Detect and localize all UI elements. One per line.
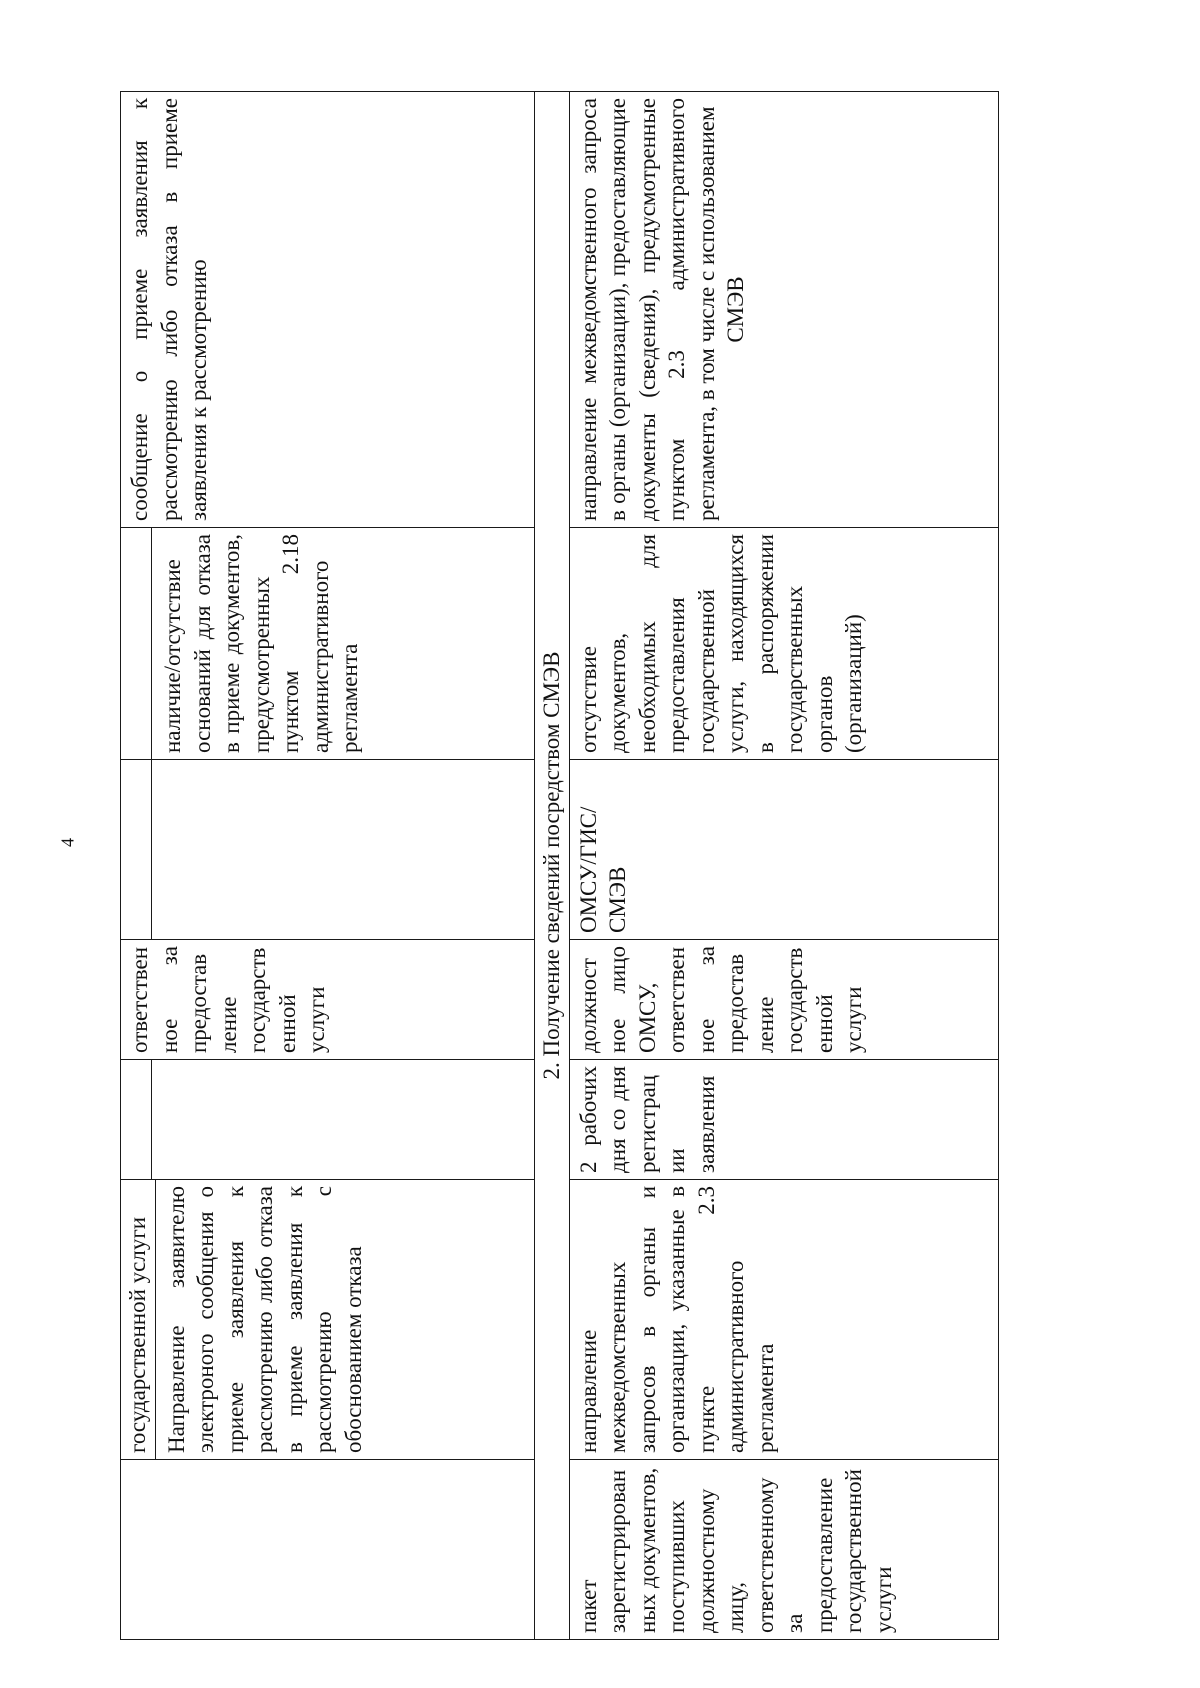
row2-col2-text: направление межведомственных запросов в органы и организации, указанные в пункте 2.3 административного регламента [575,1186,778,1453]
row1-col5-divider [121,760,152,939]
row1-col3 [121,1060,535,1180]
table-row [569,92,998,1640]
row1-col6-text: наличие/отсутствие оснований для отказа в приеме документов, предусмотренных пунктом 2.18 административного регламента [160,534,362,753]
row1-col6 [121,528,535,760]
row2-col1 [569,1460,998,1640]
row1-col7 [121,92,535,528]
row2-col6 [569,528,998,760]
row1-col2-header: государственной услуги [121,1180,156,1459]
row2-col7-text: направление межведомственного запроса в органы (организации), предоставляющие документы (сведения), предусмотренные пунктом 2.3 административного регламента, в том числе с использованием [575,98,719,521]
page-number: 4 [57,838,78,847]
row2-col5-text: ОМСУ/ГИС/ СМЭВ [575,806,630,933]
rotated-table-container [120,92,993,1640]
row2-col1-text: пакет зарегистрированных документов, поступивших должностному лицу, ответственному за предоставление государственной услуги [575,1467,896,1633]
row1-col4 [121,940,535,1060]
row2-col7 [569,92,998,528]
row1-col6-divider [121,528,152,759]
row2-col3-text: 2 рабочих дня со дня регистрации заявления [575,1066,719,1173]
row1-col2-text: Направление заявителю электроного сообщения о приеме заявления к рассмотрению либо отказа в приеме заявления к рассмотрению с обоснованием отказа [163,1186,366,1453]
row1-col5 [121,760,535,940]
row2-col2 [569,1180,998,1460]
table-row [121,92,535,1640]
row2-col4-text: должностное лицо ОМСУ, ответственное за предоставление государственной услуги [575,946,866,1053]
row2-col4 [569,940,998,1060]
row1-col7-text: сообщение о приеме заявления к рассмотрению либо отказа в приеме заявления к рассмотрению [127,98,211,521]
procedure-table [120,91,999,1640]
row1-col4-text: ответственное за предоставление государственной услуги [127,946,329,1053]
row1-col2 [121,1180,535,1460]
section-title: 2. Получение сведений посредством СМЭВ [535,92,570,1640]
row1-col3-divider [121,1060,152,1179]
row1-col1 [121,1460,535,1640]
row2-col7-tail: СМЭВ [723,276,748,343]
section-row [535,92,570,1640]
row2-col3 [569,1060,998,1180]
row2-col6-text: отсутствие документов, необходимых для предоставления государственной услуги, находящихся в распоряжении государственных органов (организаций) [575,534,866,753]
row2-col5 [569,760,998,940]
